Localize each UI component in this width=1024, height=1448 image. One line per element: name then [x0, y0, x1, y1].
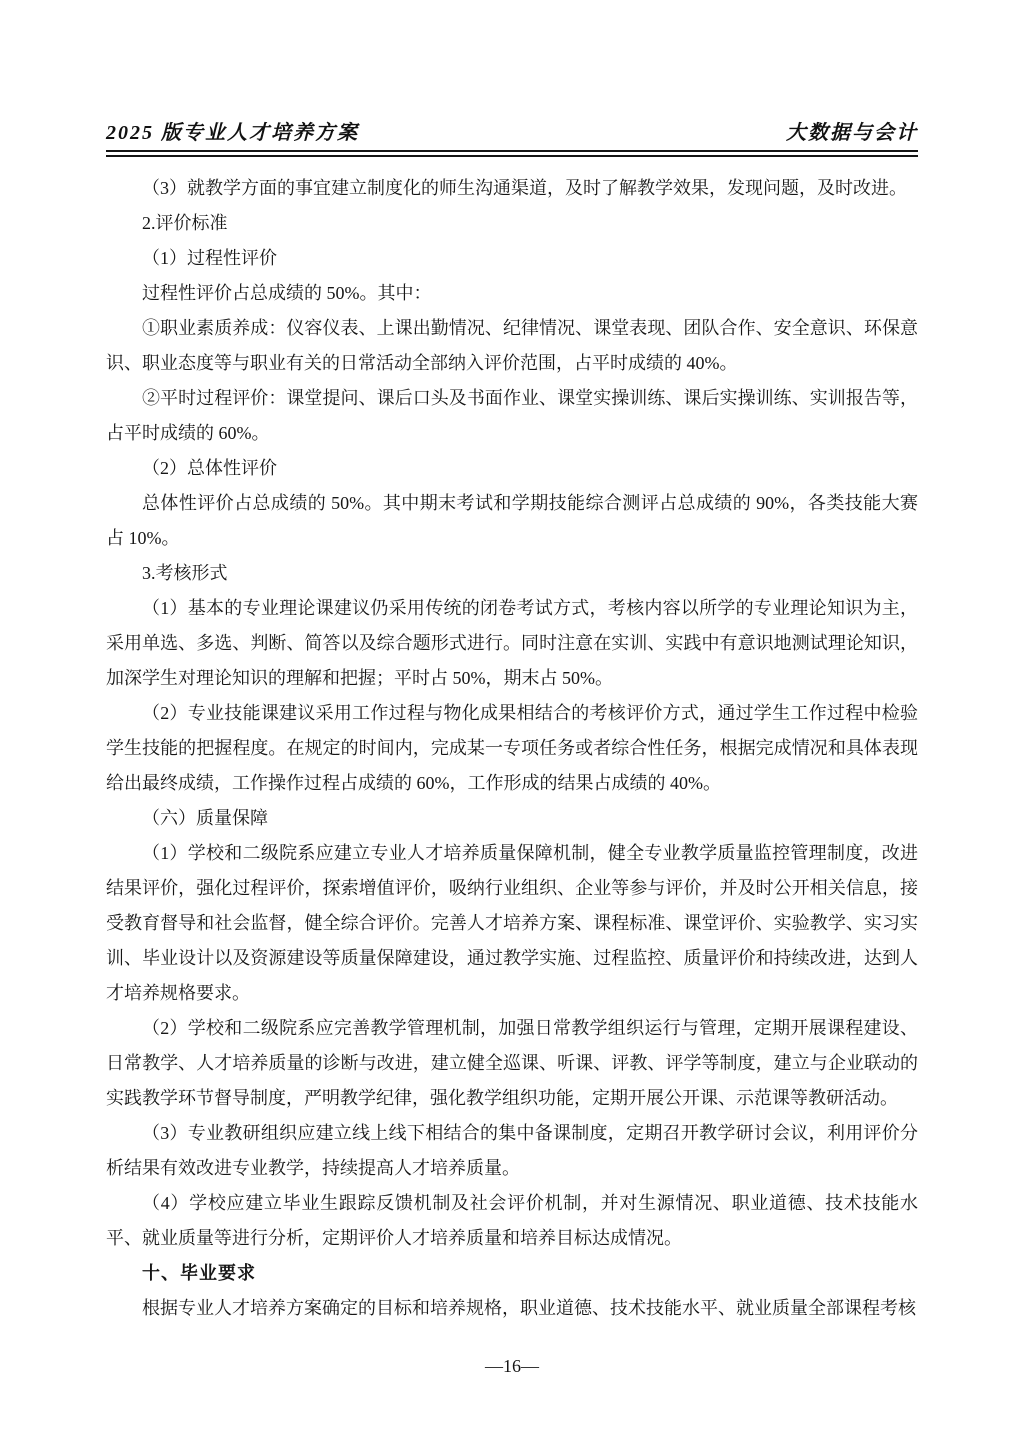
- header-rule: [106, 150, 918, 157]
- section-heading: 十、毕业要求: [142, 1263, 256, 1283]
- paragraph: （2）专业技能课建议采用工作过程与物化成果相结合的考核评价方式，通过学生工作过程中检验学生技能的把握程度。在规定的时间内，完成某一专项任务或者综合性任务，根据完成情况和具体表现给出最终成绩，工作操作过程占成绩的 60%，工作形成的结果占成绩的 40%。: [106, 703, 918, 793]
- paragraph: （2）总体性评价: [142, 458, 277, 478]
- paragraph: ①职业素质养成：仪容仪表、上课出勤情况、纪律情况、课堂表现、团队合作、安全意识、环保意识、职业态度等与职业有关的日常活动全部纳入评价范围，占平时成绩的 40%。: [106, 318, 918, 373]
- header-left-title: 2025 版专业人才培养方案: [106, 122, 359, 144]
- paragraph: （3）专业教研组织应建立线上线下相结合的集中备课制度，定期召开教学研讨会议，利用评价分析结果有效改进专业教学，持续提高人才培养质量。: [106, 1123, 918, 1178]
- paragraph: （1）基本的专业理论课建议仍采用传统的闭卷考试方式，考核内容以所学的专业理论知识为主，采用单选、多选、判断、简答以及综合题形式进行。同时注意在实训、实践中有意识地测试理论知识，加深学生对理论知识的理解和把握；平时占 50%，期末占 50%。: [106, 598, 918, 688]
- paragraph: （3）就教学方面的事宜建立制度化的师生沟通渠道，及时了解教学效果，发现问题，及时改进。: [142, 178, 907, 198]
- page-footer: [0, 1349, 1024, 1384]
- paragraph: （1）过程性评价: [142, 248, 277, 268]
- paragraph: 3.考核形式: [142, 563, 228, 583]
- header-right-title: 大数据与会计: [786, 122, 918, 144]
- paragraph: （4）学校应建立毕业生跟踪反馈机制及社会评价机制，并对生源情况、职业道德、技术技能水平、就业质量等进行分析，定期评价人才培养质量和培养目标达成情况。: [106, 1193, 918, 1248]
- page-header: [106, 116, 918, 157]
- paragraph: 根据专业人才培养方案确定的目标和培养规格，职业道德、技术技能水平、就业质量全部课程考核: [142, 1298, 916, 1318]
- paragraph: 2.评价标准: [142, 213, 228, 233]
- paragraph: （六）质量保障: [142, 808, 268, 828]
- paragraph: （2）学校和二级院系应完善教学管理机制，加强日常教学组织运行与管理，定期开展课程建设、日常教学、人才培养质量的诊断与改进，建立健全巡课、听课、评教、评学等制度，建立与企业联动的实践教学环节督导制度，严明教学纪律，强化教学组织功能，定期开展公开课、示范课等教研活动。: [106, 1018, 918, 1108]
- document-body: [106, 171, 918, 1326]
- paragraph: 过程性评价占总成绩的 50%。其中：: [142, 283, 432, 303]
- page-number: —16—: [485, 1356, 539, 1376]
- paragraph: ②平时过程评价：课堂提问、课后口头及书面作业、课堂实操训练、课后实操训练、实训报告等，占平时成绩的 60%。: [106, 388, 918, 443]
- paragraph: （1）学校和二级院系应建立专业人才培养质量保障机制，健全专业教学质量监控管理制度，改进结果评价，强化过程评价，探索增值评价，吸纳行业组织、企业等参与评价，并及时公开相关信息，接受教育督导和社会监督，健全综合评价。完善人才培养方案、课程标准、课堂评价、实验教学、实习实训、毕业设计以及资源建设等质量保障建设，通过教学实施、过程监控、质量评价和持续改进，达到人才培养规格要求。: [106, 843, 918, 1003]
- paragraph: 总体性评价占总成绩的 50%。其中期末考试和学期技能综合测评占总成绩的 90%，各类技能大赛占 10%。: [106, 493, 918, 548]
- running-head: [106, 116, 918, 145]
